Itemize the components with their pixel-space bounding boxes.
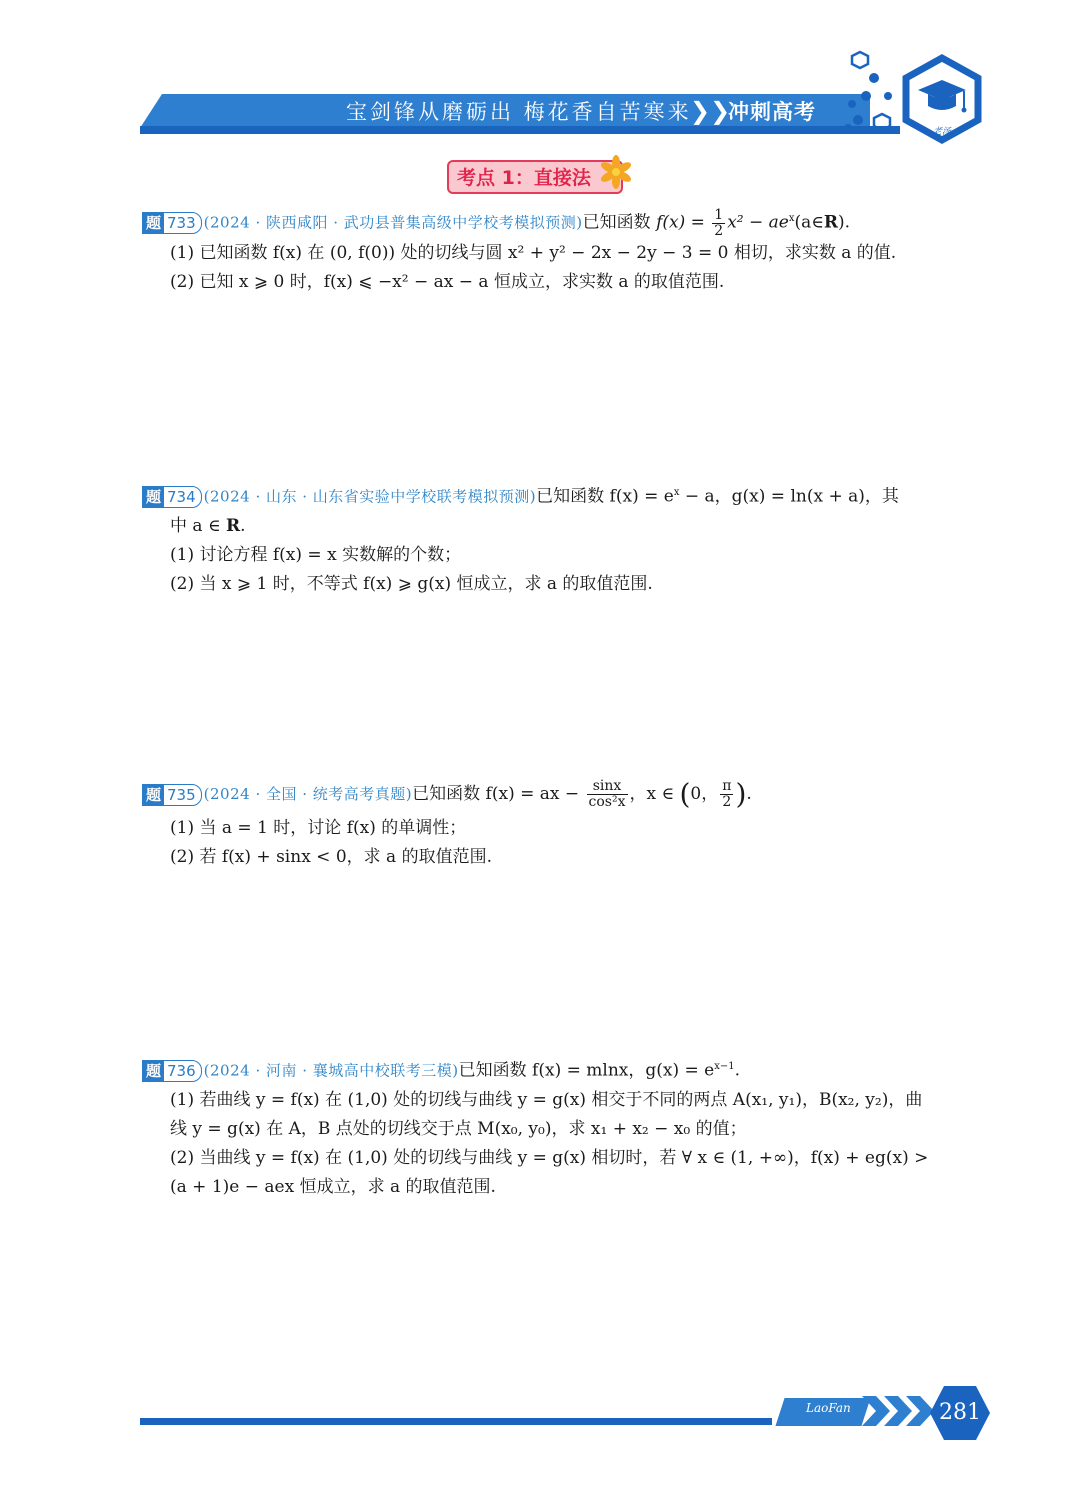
problem-number-badge: 题 736	[142, 1060, 202, 1082]
question-2: (2) 若 f(x) + sinx < 0，求 a 的取值范围.	[170, 847, 492, 867]
fraction: $\frac{\sin x}{\text{cos²x}}$	[588, 778, 626, 810]
header-rule	[140, 126, 900, 134]
question-2: (2) 已知 x ⩾ 0 时，f(x) ⩽ −x² − ax − a 恒成立，求实数 a 的取值范围.	[170, 271, 725, 292]
flower-icon	[596, 152, 636, 192]
question-1: (1) 当 a = 1 时，讨论 f(x) 的单调性；	[170, 818, 467, 838]
problem-733	[142, 204, 942, 297]
footer-brand: LaoFan	[806, 1401, 851, 1415]
section-title: 考点 1：直接法	[457, 167, 591, 189]
problem-stem: 题 735 (2024 · 全国 · 统考高考真题)已知函数 f(x) = ax − $\frac{\sin x}{\text{cos²x}}$ ，x ∈ (0， $\frac{\pi}{2}$ ).	[142, 774, 942, 814]
problem-source: (2024 · 全国 · 统考高考真题)	[203, 785, 413, 803]
problem-stem: 题 736 (2024 · 河南 · 襄城高中校联考三模)已知函数 f(x) = mlnx，$g(x) = e^{x-1}$.	[142, 1052, 942, 1086]
problem-stem: 题 734 (2024 · 山东 · 山东省实验中学校联考模拟预测)已知函数 $f(x) = e^x - a$，g(x) = ln(x + a)，其	[142, 478, 942, 512]
problem-stem: 题 733 (2024 · 陕西咸阳 · 武功县普集高级中学校考模拟预测)已知函数 f(x) = $\frac{1}{2}$ $x^2 - ae^x(a\in R)$.	[142, 204, 942, 239]
header-tag: 冲刺高考	[728, 100, 816, 124]
footer-rule	[140, 1418, 772, 1425]
problem-number-badge: 题 735	[142, 784, 202, 806]
question-1: (1) 讨论方程 f(x) = x 实数解的个数；	[170, 544, 462, 565]
chevron-right-icon	[858, 1392, 938, 1430]
problem-number-badge: 题 733	[142, 212, 202, 234]
question-2: (2) 当 x ⩾ 1 时，不等式 f(x) ⩾ g(x) 恒成立，求 a 的取值范围.	[170, 573, 653, 594]
header-chevrons: ❯❯	[690, 97, 731, 125]
problem-stem-cont: 中 a ∈ R.	[170, 515, 246, 536]
question-2-cont: (a + 1)e − aex 恒成立，求 a 的取值范围.	[170, 1176, 496, 1197]
question-1: (1) 已知函数 f(x) 在 (0, f(0)) 处的切线与圆 x² + y² − 2x − 2y − 3 = 0 相切，求实数 a 的值.	[170, 242, 897, 263]
fraction: $\frac{1}{2}$	[714, 206, 724, 239]
fraction: $\frac{\pi}{2}$	[722, 778, 732, 810]
question-2: (2) 当曲线 y = f(x) 在 (1,0) 处的切线与曲线 y = g(x) 相切时，若 ∀ x ∈ (1, +∞)，f(x) + eg(x) >	[170, 1147, 929, 1168]
problem-source: (2024 · 河南 · 襄城高中校联考三模)	[203, 1061, 459, 1080]
problem-source: (2024 · 陕西咸阳 · 武功县普集高级中学校考模拟预测)	[203, 213, 583, 232]
problem-736	[142, 1052, 942, 1202]
problem-number-badge: 题 734	[142, 486, 202, 508]
question-1-cont: 线 y = g(x) 在 A，B 点处的切线交于点 M(x₀, y₀)，求 x₁ + x₂ − x₀ 的值；	[170, 1118, 747, 1139]
problem-735	[142, 774, 942, 872]
graduation-cap-logo-icon	[838, 44, 998, 154]
header-slogan: 宝剑锋从磨砺出 梅花香自苦寒来	[346, 100, 692, 124]
svg-text:老汤: 老汤	[932, 127, 952, 137]
problem-source: (2024 · 山东 · 山东省实验中学校联考模拟预测)	[203, 487, 537, 506]
question-1: (1) 若曲线 y = f(x) 在 (1,0) 处的切线与曲线 y = g(x) 相交于不同的两点 A(x₁, y₁)，B(x₂, y₂)，曲	[170, 1089, 923, 1110]
page-number: 281	[939, 1400, 981, 1425]
problem-734	[142, 478, 942, 599]
